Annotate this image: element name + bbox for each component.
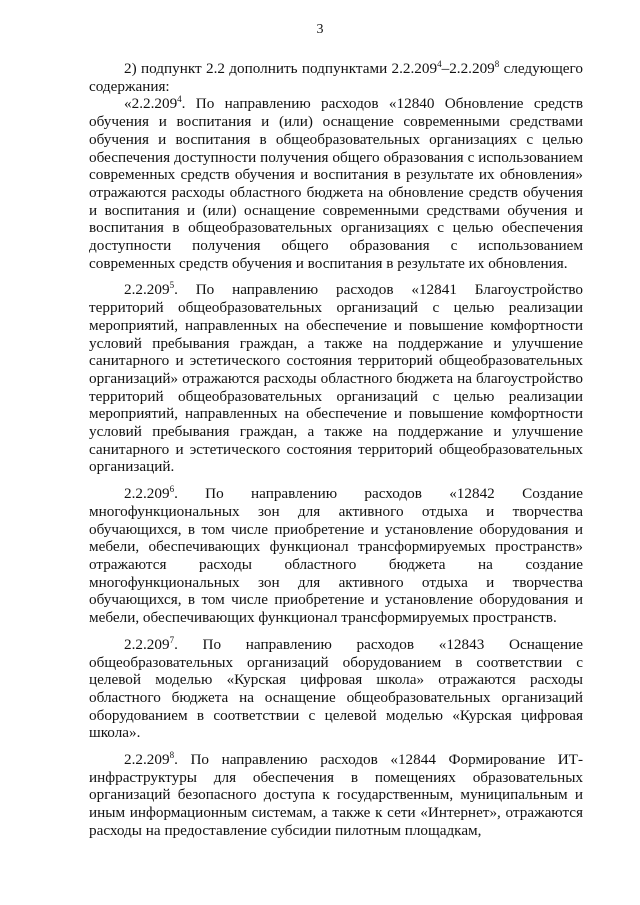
clause-text: . По направлению расходов «12843 Оснащение общеобразовательных организаций оборудованием в соответствии с целевой моделью «Курская цифровая школа» отражаются расходы областного бюджета на оснащение общеобразовательных организаций оборудованием в соответствии с целевой моделью «Курская цифровая школа». xyxy=(89,635,583,742)
superscript: 6 xyxy=(169,484,175,495)
clause-number: 2.2.209 xyxy=(124,281,170,299)
paragraph-intro-text: 2) подпункт 2.2 дополнить подпунктами 2.2.209 xyxy=(124,60,438,77)
superscript: 5 xyxy=(169,280,175,291)
paragraph-2-2-209-8 xyxy=(89,751,583,840)
paragraph-intro-rest: следующего содержания: xyxy=(89,60,583,95)
superscript: 4 xyxy=(177,94,182,105)
paragraph-2-2-209-4 xyxy=(89,95,583,272)
clause-text: . По направлению расходов «12840 Обновление средств обучения и воспитания и (или) оснащение современными средствами обучения и воспитания в общеобразовательных организациях с целью обеспечения доступности получения общего образования с использованием современных средств обучения и воспитания в результате их обновления» отражаются расходы областного бюджета на обновление средств обучения и воспитания и (или) оснащение современными средствами обучения и воспитания в общеобразовательных организациях с целью обеспечения доступности получения общего образования с использованием современных средств обучения и воспитания в результате их обновления. xyxy=(89,95,583,272)
paragraph-2-2-209-5 xyxy=(89,281,583,476)
superscript: 7 xyxy=(169,634,175,645)
superscript: 8 xyxy=(169,749,175,760)
page-number: 3 xyxy=(316,22,324,37)
clause-number: 2.2.209 xyxy=(124,485,170,503)
paragraph-2-2-209-6 xyxy=(89,485,583,627)
clause-text: . По направлению расходов «12842 Создание многофункциональных зон для активного отдыха и творчества обучающихся, в том числе приобретение и установление оборудования и мебели, обеспечивающих функционал трансформируемых пространств» отражаются расходы областного бюджета на создание многофункциональных зон для активного отдыха и творчества обучающихся, в том числе приобретение и установление оборудования и мебели, обеспечивающих функционал трансформируемых пространств. xyxy=(89,485,583,627)
clause-text: . По направлению расходов «12841 Благоустройство территорий общеобразовательных организаций с целью реализации мероприятий, направленных на обеспечение и повышение комфортности условий пребывания граждан, а также на поддержание и улучшение санитарного и эстетического состояния территорий общеобразовательных организаций» отражаются расходы областного бюджета на благоустройство территорий общеобразовательных организаций с целью реализации мероприятий, направленных на обеспечение и повышение комфортности условий пребывания граждан, а также на поддержание и улучшение санитарного и эстетического состояния территорий общеобразовательных организаций. xyxy=(89,281,583,476)
paragraph-2-2-209-7 xyxy=(89,636,583,742)
clause-number: 2.2.209 xyxy=(124,751,170,769)
paragraph-intro-range: –2.2.209 xyxy=(441,60,495,77)
superscript: 4 xyxy=(437,58,442,69)
clause-number: 2.2.209 xyxy=(124,635,170,653)
superscript: 8 xyxy=(494,58,500,69)
clause-text: . По направлению расходов «12844 Формирование ИТ-инфраструктуры для обеспечения в помещениях образовательных организаций безопасного доступа к государственным, муниципальным и иным информационным системам, а также к сети «Интернет», отражаются расходы на предоставление субсидии пилотным площадкам, xyxy=(89,751,583,839)
document-body xyxy=(89,60,583,840)
clause-number: «2.2.209 xyxy=(124,95,178,113)
paragraph-intro xyxy=(89,60,583,95)
